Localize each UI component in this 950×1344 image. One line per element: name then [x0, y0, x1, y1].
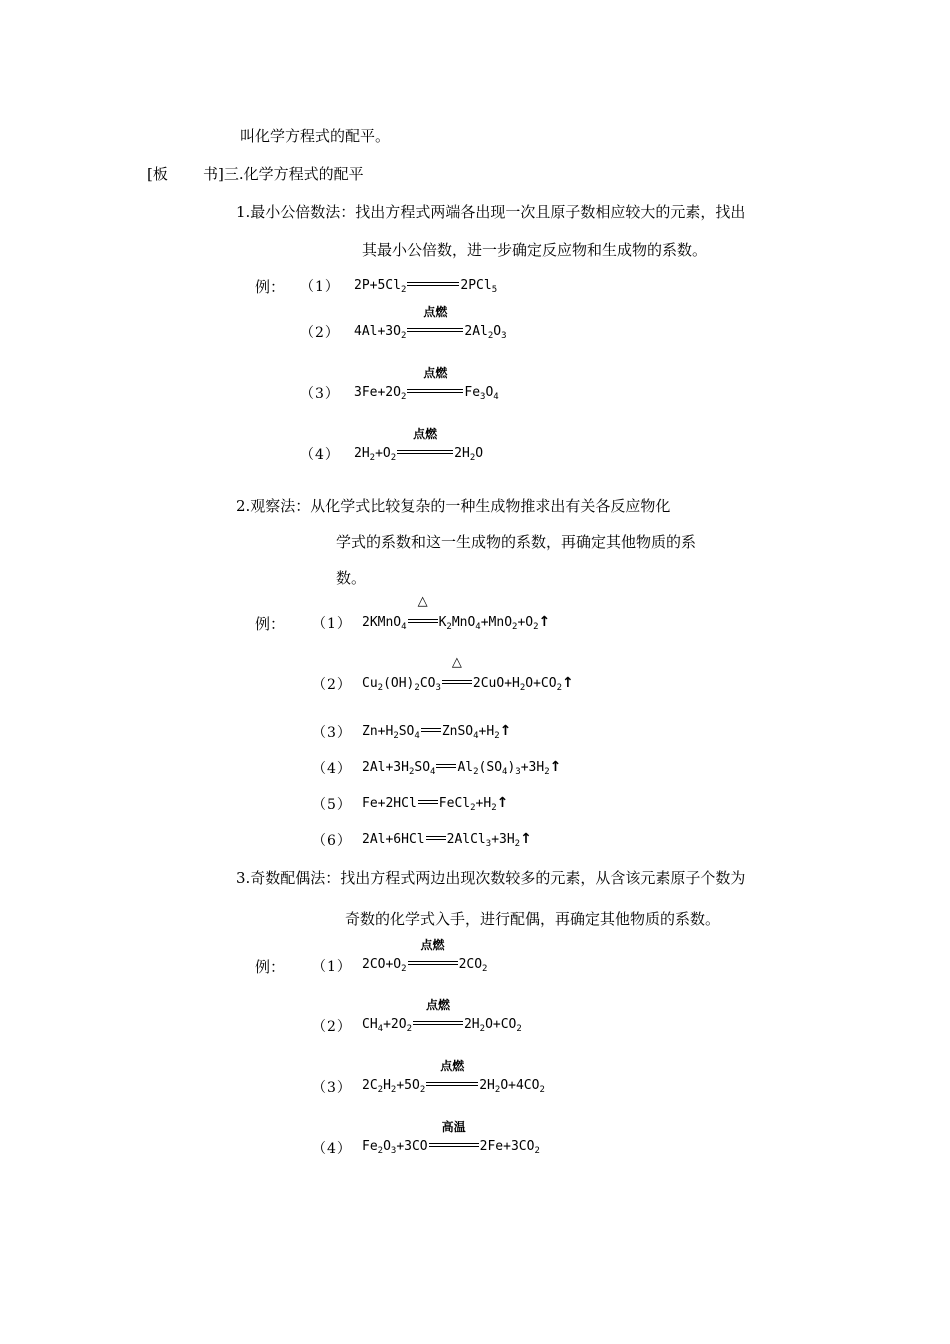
- gas-arrow-icon: ↑: [499, 723, 512, 739]
- products: $2Al_2O_3$: [464, 324, 507, 341]
- reactants: 2Al+6HCl: [362, 832, 425, 847]
- reactants: $2Al+3H_2SO_4$: [362, 760, 436, 777]
- gas-arrow-icon: ↑: [549, 759, 562, 775]
- products: $2CuO+H_2O+CO_2$: [472, 676, 563, 693]
- method1-num-1: （1）: [300, 279, 340, 295]
- products: 2PCl$_5$: [460, 278, 498, 295]
- products: $Fe_3O_4$: [464, 385, 499, 402]
- reaction-condition: △: [417, 594, 428, 609]
- equals-sign: [407, 276, 459, 296]
- products: $2H_2O+4CO_2$: [479, 1078, 545, 1095]
- reactants: $2C_2H_2+5O_2$: [362, 1078, 426, 1095]
- equation: [362, 938, 488, 975]
- method1-num-3: （3）: [300, 386, 340, 402]
- equals-sign: [421, 722, 441, 742]
- method3-title-cont: 奇数的化学式入手，进行配偶，再确定其他物质的系数。: [345, 910, 721, 928]
- equals-sign: [397, 427, 453, 464]
- equals-sign: [426, 830, 446, 850]
- equals-sign: [407, 366, 463, 403]
- method2-num-1: （1）: [312, 616, 352, 632]
- method1-num-4: （4）: [300, 447, 340, 463]
- equation: [362, 721, 511, 741]
- reactants: $Cu_2(OH)_2CO_3$: [362, 676, 441, 693]
- reactants: Fe+2HCl: [362, 796, 417, 811]
- equation: [362, 594, 551, 632]
- method1-title: 1.最小公倍数法：找出方程式两端各出现一次且原子数相应较大的元素，找出: [236, 203, 746, 221]
- equation: [354, 276, 497, 296]
- reactants: $3Fe+2O_2$: [354, 385, 407, 402]
- gas-arrow-icon: ↑: [562, 675, 574, 691]
- method2-num-6: （6）: [312, 833, 352, 849]
- gas-arrow-icon: ↑: [496, 795, 509, 811]
- products: $2AlCl_3+3H_2$: [446, 832, 521, 849]
- reactants: 2KMnO$_4$: [362, 615, 407, 632]
- equals-sign: [442, 655, 472, 694]
- equals-sign: [436, 758, 456, 778]
- equation: [354, 305, 507, 342]
- equals-sign: [426, 1059, 478, 1096]
- reaction-condition: 高温: [441, 1120, 466, 1134]
- equals-sign: [429, 1120, 479, 1157]
- equals-sign: [418, 794, 438, 814]
- method1-title-cont: 其最小公倍数，进一步确定反应物和生成物的系数。: [362, 241, 708, 259]
- equation: [362, 829, 532, 849]
- reaction-condition: 点燃: [413, 427, 438, 441]
- products: $FeCl_2+H_2$: [438, 796, 497, 813]
- method2-title-cont2: 数。: [336, 569, 367, 587]
- method2-title: 2.观察法：从化学式比较复杂的一种生成物推求出有关各反应物化: [236, 497, 671, 515]
- reaction-condition: 点燃: [423, 366, 448, 380]
- method2-title-cont1: 学式的系数和这一生成物的系数，再确定其他物质的系: [336, 533, 697, 551]
- method3-num-4: （4）: [312, 1141, 352, 1157]
- method2-num-2: （2）: [312, 677, 352, 693]
- method1-example-label: 例：: [255, 278, 286, 296]
- method1-num-2: （2）: [300, 325, 340, 341]
- products: $2CO_2$: [458, 957, 488, 974]
- gas-arrow-icon: ↑: [538, 614, 551, 630]
- method3-num-2: （2）: [312, 1019, 352, 1035]
- method3-title: 3.奇数配偶法：找出方程式两边出现次数较多的元素，从含该元素原子个数为: [236, 869, 746, 887]
- reactants: $4Al+3O_2$: [354, 324, 407, 341]
- products: $2H_2O+CO_2$: [463, 1017, 522, 1034]
- equation: [362, 655, 574, 693]
- board-label: [板: [147, 165, 168, 183]
- gas-arrow-icon: ↑: [520, 831, 532, 847]
- equals-sign: [408, 938, 458, 975]
- method2-num-4: （4）: [312, 761, 352, 777]
- reaction-condition: △: [451, 655, 462, 670]
- equals-sign: [408, 594, 438, 633]
- reactants: $CH_4+2O_2$: [362, 1017, 412, 1034]
- reaction-condition: 点燃: [425, 998, 450, 1012]
- method2-num-3: （3）: [312, 725, 352, 741]
- products: $2Fe+3CO_2$: [479, 1139, 540, 1156]
- products: $Al_2(SO_4)_3+3H_2$: [457, 760, 550, 777]
- equals-sign: [413, 998, 463, 1035]
- reaction-condition: 点燃: [420, 938, 445, 952]
- reactants: $2CO+O_2$: [362, 957, 407, 974]
- equation: [362, 998, 522, 1035]
- section-heading: 书]三.化学方程式的配平: [203, 165, 364, 183]
- equation: [362, 1120, 540, 1157]
- equation: [354, 427, 484, 464]
- equation: [354, 366, 499, 403]
- method2-example-label: 例：: [255, 615, 286, 633]
- equation: [362, 793, 508, 813]
- equals-sign: [407, 305, 463, 342]
- equation: [362, 1059, 545, 1096]
- reactants: $2P+5Cl_2$: [354, 278, 407, 295]
- method3-num-3: （3）: [312, 1080, 352, 1096]
- intro-line: 叫化学方程式的配平。: [240, 127, 391, 145]
- products: $2H_2O$: [454, 446, 484, 463]
- reaction-condition: 点燃: [440, 1059, 465, 1073]
- reactants: $Zn+H_2SO_4$: [362, 724, 420, 741]
- reactants: $Fe_2O_3+3CO$: [362, 1139, 428, 1156]
- products: $ZnSO_4+H_2$: [441, 724, 500, 741]
- method3-example-label: 例：: [255, 958, 286, 976]
- reaction-condition: 点燃: [423, 305, 448, 319]
- method2-num-5: （5）: [312, 797, 352, 813]
- method3-num-1: （1）: [312, 959, 352, 975]
- products: $K_2MnO_4+MnO_2+O_2$: [438, 615, 539, 632]
- equation: [362, 757, 561, 777]
- reactants: $2H_2+O_2$: [354, 446, 397, 463]
